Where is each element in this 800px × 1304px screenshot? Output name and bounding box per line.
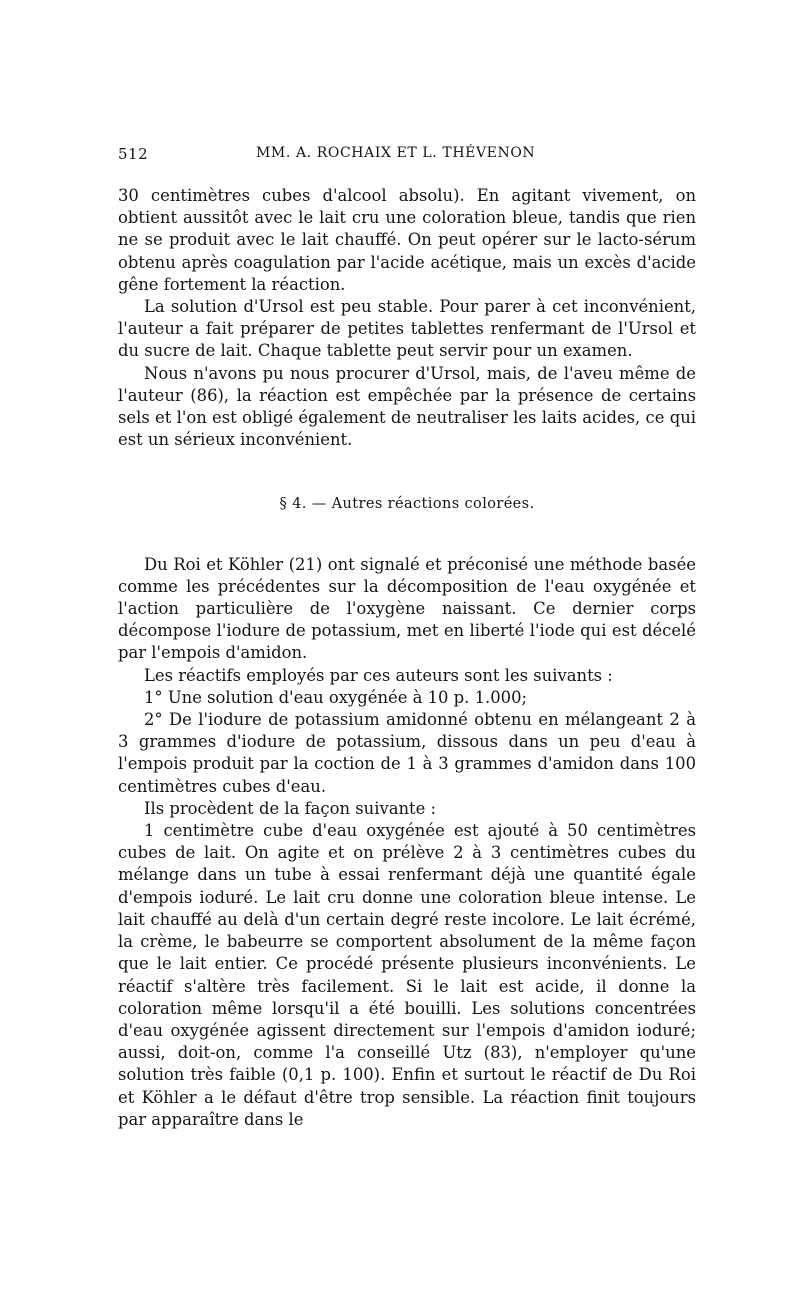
section-heading: § 4. — Autres réactions colorées. <box>279 496 535 513</box>
running-title: MM. A. ROCHAIX ET L. THÉVENON <box>256 145 536 161</box>
paragraph: 1 centimètre cube d'eau oxygénée est ajouté à 50 centimètres cubes de lait. On agite et on prélève 2 à 3 centimètres cubes du mélange dans un tube à essai renfermant déjà une quantité égale d'empois ioduré. Le lait cru donne une coloration bleue intense. Le lait chauffé au delà d'un certain degré reste incolore. Le lait écrémé, la crème, le babeurre se comportent absolument de la même façon que le lait entier. Ce procédé présente plusieurs inconvénients. Le réactif s'altère très facilement. Si le lait est acide, il donne la coloration même lorsqu'il a été bouilli. Les solutions concentrées d'eau oxygénée agissent directement sur l'empois d'amidon ioduré; aussi, doit-on, comme l'a conseillé Utz (83), n'employer qu'une solution très faible (0,1 p. 100). Enfin et surtout le réactif de Du Roi et Köhler a le défaut d'être trop sensible. La réaction finit toujours par apparaître dans le <box>118 821 696 1129</box>
body-text <box>118 185 696 1131</box>
list-item: 1° Une solution d'eau oxygénée à 10 p. 1.000; <box>144 687 528 707</box>
paragraph: 30 centimètres cubes d'alcool absolu). En agitant vivement, on obtient aussitôt avec le lait cru une coloration bleue, tandis que rien ne se produit avec le lait chauffé. On peut opérer sur le lacto-sérum obtenu après coagulation par l'acide acétique, mais un excès d'acide gêne fortement la réaction. <box>118 186 696 294</box>
paragraph: La solution d'Ursol est peu stable. Pour parer à cet inconvénient, l'auteur a fait préparer de petites tablettes renfermant de l'Ursol et du sucre de lait. Chaque tablette peut servir pour un examen. <box>118 297 696 361</box>
running-header <box>118 145 696 167</box>
list-item: 2° De l'iodure de potassium amidonné obtenu en mélangeant 2 à 3 grammes d'iodure de potassium, dissous dans un peu d'eau à l'empois produit par la coction de 1 à 3 grammes d'amidon dans 100 centimètres cubes d'eau. <box>118 710 696 796</box>
book-page <box>118 145 696 1131</box>
paragraph: Les réactifs employés par ces auteurs sont les suivants : <box>144 665 613 685</box>
paragraph: Ils procèdent de la façon suivante : <box>144 798 437 818</box>
page-number: 512 <box>118 145 149 163</box>
paragraph: Nous n'avons pu nous procurer d'Ursol, mais, de l'aveu même de l'auteur (86), la réaction est empêchée par la présence de certains sels et l'on est obligé également de neutraliser les laits acides, ce qui est un sérieux inconvénient. <box>118 363 696 450</box>
paragraph: Du Roi et Köhler (21) ont signalé et préconisé une méthode basée comme les précédentes sur la décomposition de l'eau oxygénée et l'action particulière de l'oxygène naissant. Ce dernier corps décompose l'iodure de potassium, met en liberté l'iode qui est décelé par l'empois d'amidon. <box>118 554 696 663</box>
